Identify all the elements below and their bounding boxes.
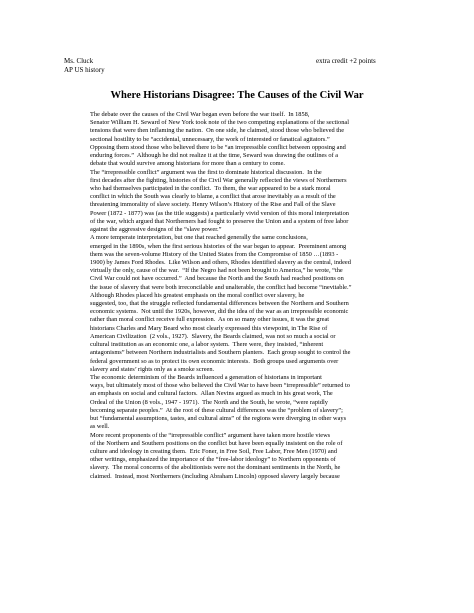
text-line: Civil War could not have occurred.” And because the North and the South had reached positions on [90,275,344,283]
text-line: The economic determinism of the Beards influenced a generation of historians in important [90,374,322,381]
text-line: enduring forces.” Although he did not realize it at the time, Seward was drawing the outlines of a [90,152,339,160]
text-line: historians Charles and Mary Beard who most clearly expressed this viewpoint, in The Rise of [90,324,328,332]
paragraph [64,234,418,292]
header-left [64,57,105,75]
text-line: conflict in which the South was clearly to blame, a conflict that arose inevitably as a result of the [90,193,336,201]
text-line: Power (1872 - 1877) was (as the title suggests) a particularly vivid version of this moral interpretation [90,209,349,217]
text-line: emerged in the 1890s, when the first serious histories of the war began to appear. Preeminent among [90,242,347,250]
text-line: becoming separate peoples.” At the root of these cultural differences was the “problem of slavery”; [90,406,343,414]
text-line: slavery. The moral concerns of the abolitionists were not the dominant sentiments in the North, he [90,464,341,472]
text-line: federal government so as to protect its own economic interests. Both groups used arguments over [90,357,339,365]
text-line: ways, but ultimately most of those who believed the Civil War to have been “irrepressible” returned to [90,382,350,390]
text-line: The debate over the causes of the Civil War began even before the war itself. In 1858, [90,111,310,118]
text-line: The “irrepressible conflict” argument was the first to dominate historical discussion. In the [90,168,322,176]
course-name: AP US history [64,66,105,74]
text-line: antagonisms” between Northern industrialists and Southern planters. Each group sought to control the [90,349,351,357]
text-line: but “fundamental assumptions, tastes, and cultural aims” of the regions were diverging in other ways [90,415,347,423]
text-line: tensions that were then inflaming the nation. On one side, he claimed, stood those who believed the [90,127,345,135]
text-line: virtually the only, cause of the war. “If the Negro had not been brought to America,” he wrote, “the [90,267,343,275]
document-title: Where Historians Disagree: The Causes of the Civil War [110,90,364,101]
text-line: A more temperate interpretation, but one that reached generally the same conclusions, [90,234,308,242]
text-line: suggested, too, that the struggle reflected fundamental differences between the Northern and Southern [90,300,349,308]
text-line: threatening immorality of slave society. Henry Wilson’s History of the Rise and Fall of the Slave [90,201,336,209]
text-line: other writings, emphasized the importance of the “free-labor ideology” to Northern opponents of [90,456,336,464]
text-line: Ordeal of the Union (8 vols., 1947 - 1971). The North and the South, he wrote, “were rapidly [90,398,328,406]
text-line: the issue of slavery that were both irreconcilable and unalterable, the conflict had become “inevitable.” [90,283,352,291]
paragraph [64,374,418,432]
text-line: an emphasis on social and cultural factors. Allan Nevins argued as much in his great work, The [90,390,333,398]
paragraph [64,169,418,235]
text-line: More recent proponents of the “irrepressible conflict” argument have taken more hostile views [90,431,331,439]
text-line: American Civilization (2 vols., 1927). Slavery, the Beards claimed, was not so much a social or [90,332,336,340]
paragraph [64,111,418,169]
text-line: first decades after the fighting, histories of the Civil War generally reflected the views of Northerners [90,176,347,184]
text-line: rather than moral conflict receive full expression. As on so many other issues, it was the great [90,316,330,324]
text-line: cultural institution as an economic one, a labor system. There were, they insisted, “inherent [90,341,324,349]
text-line: 1900) by James Ford Rhodes. Like Wilson and others, Rhodes identified slavery as the central, indeed [90,258,351,266]
text-line: against the aggressive designs of the “slave power.” [90,226,222,234]
text-line: of the war, which argued that Northerners had fought to preserve the Union and a system of free labor [90,217,349,225]
paragraph [64,292,418,374]
text-line: them was the seven-volume History of the United States from the Compromise of 1850 …(1893 - [90,250,339,258]
text-line: claimed. Instead, most Northerners (including Abraham Lincoln) opposed slavery largely because [90,472,340,480]
text-line: of the Northern and Southern positions on the conflict but have been equally insistent on the role of [90,439,343,447]
text-line: sectional hostility to be “accidental, unnecessary, the work of interested or fanatical agitators.” [90,135,330,143]
text-line: debate that would survive among historians for more than a century to come. [90,160,286,168]
text-line: Senator William H. Seward of New York took note of the two competing explanations of the sectional [90,119,349,127]
paragraph [64,432,418,481]
text-line: economic systems. Not until the 1920s, however, did the idea of the war as an irrepressible economic [90,308,349,316]
text-line: Opposing them stood those who believed there to be “an irrepressible conflict between opposing and [90,143,346,151]
text-line: as well. [90,423,110,431]
text-line: slavery and states’ rights only as a smoke screen. [90,365,215,373]
document-body [64,111,418,481]
text-line: who had themselves participated in the conflict. To them, the war appeared to be a stark moral [90,184,331,192]
extra-credit-note: extra credit +2 points [316,57,376,65]
text-line: culture and ideology in creating them. Eric Foner, in Free Soil, Free Labor, Free Men (1970) and [90,447,338,455]
text-line: Although Rhodes placed his greatest emphasis on the moral conflict over slavery, he [90,291,305,299]
author-name: Ms. Cluck [64,57,94,65]
